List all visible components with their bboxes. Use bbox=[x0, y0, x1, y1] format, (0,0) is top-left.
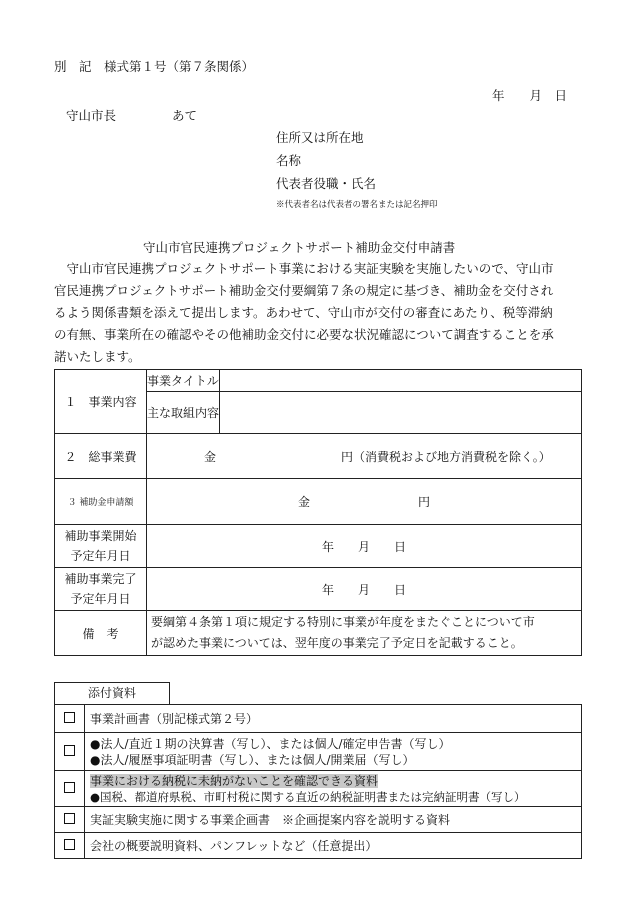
subsidy-amount-value: 金 円 bbox=[297, 495, 430, 509]
address-label: 住所又は所在地 bbox=[276, 130, 364, 145]
end-date-label bbox=[55, 568, 147, 611]
checkbox-square-icon bbox=[64, 813, 75, 824]
attachment-checkbox[interactable] bbox=[55, 771, 85, 807]
form-label: 別 記 様式第１号（第７条関係） bbox=[54, 59, 255, 74]
end-date-value: 年 月 日 bbox=[321, 582, 406, 597]
end-date-label-line2: 予定年月日 bbox=[70, 592, 131, 606]
addressee: 守山市長 bbox=[66, 108, 117, 123]
attachments-heading: 添付資料 bbox=[54, 682, 170, 704]
remarks-line: 要綱第４条第１項に規定する特別に事業が年度をまたぐことについて市 bbox=[151, 615, 535, 629]
body-line: 守山市官民連携プロジェクトサポート事業における実証実験を実施したいので、守山市 bbox=[54, 261, 554, 276]
body-line: 諾いたします。 bbox=[54, 349, 141, 364]
checkbox-square-icon bbox=[64, 745, 75, 756]
attachment-item-text: 事業計画書（別記様式第２号） bbox=[90, 711, 259, 726]
attachments-table bbox=[54, 704, 582, 859]
application-table bbox=[54, 369, 582, 656]
attachment-item bbox=[85, 771, 582, 807]
total-cost-input[interactable] bbox=[147, 434, 582, 479]
addressee-suffix: あて bbox=[172, 108, 198, 123]
business-title-input[interactable] bbox=[220, 370, 582, 392]
business-title-label: 事業タイトル bbox=[147, 370, 220, 392]
attachment-checkbox[interactable] bbox=[55, 733, 85, 771]
remarks-line: が認めた事業については、翌年度の事業完了予定日を記載すること。 bbox=[151, 636, 523, 650]
attachment-item bbox=[85, 833, 582, 859]
subsidy-amount-label: ３ 補助金申請額 bbox=[55, 479, 147, 525]
attachment-item-text: ●法人/直近１期の決算書（写し）、または個人/確定申告書（写し） bbox=[90, 736, 451, 751]
attachment-item-text: ●法人/履歴事項証明書（写し）、または個人/開業届（写し） bbox=[90, 752, 415, 767]
checkbox-square-icon bbox=[64, 712, 75, 723]
date-field: 年 月 日 bbox=[492, 88, 568, 103]
attachment-item-text: 実証実験実施に関する事業企画書 ※企画提案内容を説明する資料 bbox=[90, 812, 451, 827]
body-line: の有無、事業所在の確認やその他補助金交付に必要な状況確認について調査することを承 bbox=[54, 327, 554, 342]
business-content-label: １ 事業内容 bbox=[55, 370, 147, 434]
end-date-input[interactable] bbox=[147, 568, 582, 611]
total-cost-yen-note: 円（消費税および地方消費税を除く。） bbox=[341, 449, 551, 464]
subsidy-amount-input[interactable] bbox=[147, 479, 582, 525]
attachment-item bbox=[85, 807, 582, 833]
checkbox-square-icon bbox=[64, 782, 75, 793]
body-line: 官民連携プロジェクトサポート補助金交付要綱第７条の規定に基づき、補助金を交付され bbox=[54, 283, 554, 298]
start-date-value: 年 月 日 bbox=[321, 539, 406, 554]
representative-label: 代表者役職・氏名 bbox=[276, 176, 377, 191]
attachment-item bbox=[85, 733, 582, 771]
total-cost-label: ２ 総事業費 bbox=[55, 434, 147, 479]
start-date-input[interactable] bbox=[147, 525, 582, 568]
total-cost-kin: 金 bbox=[203, 449, 216, 464]
end-date-label-line1: 補助事業完了 bbox=[64, 572, 137, 586]
attachment-item bbox=[85, 705, 582, 733]
signature-note: ※代表者名は代表者の署名または記名押印 bbox=[276, 200, 438, 210]
main-activities-label: 主な取組内容 bbox=[147, 392, 220, 434]
name-label: 名称 bbox=[276, 153, 302, 168]
attachment-item-text: 事業における納税に未納がないことを確認できる資料 bbox=[90, 773, 379, 788]
remarks-label: 備 考 bbox=[55, 611, 147, 656]
remarks-text bbox=[147, 611, 582, 656]
start-date-label bbox=[55, 525, 147, 568]
attachment-item-text: ●国税、都道府県税、市町村税に関する直近の納税証明書または完納証明書（写し） bbox=[90, 789, 526, 804]
body-paragraph bbox=[54, 258, 554, 368]
body-line: るよう関係書類を添えて提出します。あわせて、守山市が交付の審査にあたり、税等滞納 bbox=[54, 305, 553, 320]
document-title: 守山市官民連携プロジェクトサポート補助金交付申請書 bbox=[143, 240, 456, 255]
attachment-checkbox[interactable] bbox=[55, 807, 85, 833]
attachment-checkbox[interactable] bbox=[55, 705, 85, 733]
start-date-label-line2: 予定年月日 bbox=[70, 549, 131, 563]
start-date-label-line1: 補助事業開始 bbox=[64, 529, 137, 543]
checkbox-square-icon bbox=[64, 839, 75, 850]
attachment-item-text: 会社の概要説明資料、パンフレットなど（任意提出） bbox=[90, 838, 378, 853]
attachment-checkbox[interactable] bbox=[55, 833, 85, 859]
main-activities-input[interactable] bbox=[220, 392, 582, 434]
